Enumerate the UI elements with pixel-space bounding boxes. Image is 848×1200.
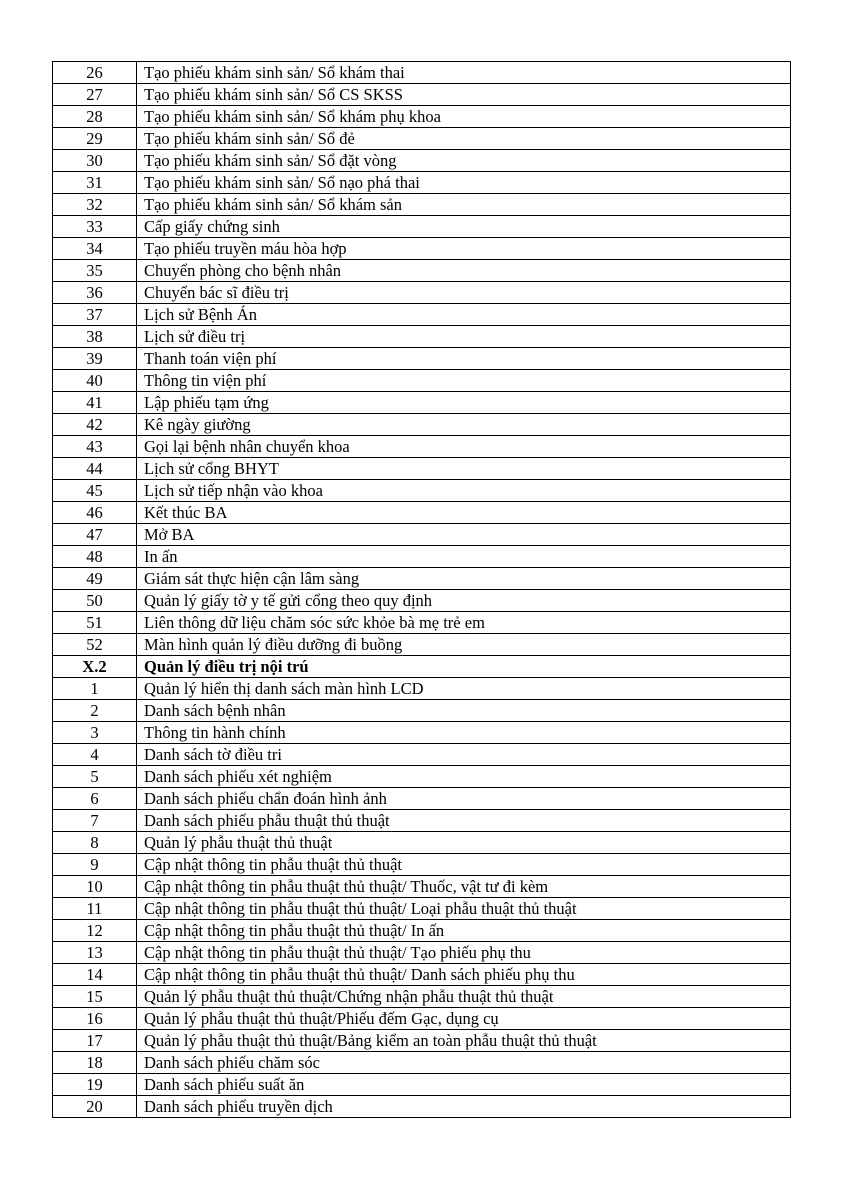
function-name: Mở BA <box>137 524 791 546</box>
row-number: 31 <box>53 172 137 194</box>
row-number: 51 <box>53 612 137 634</box>
function-name: Thông tin hành chính <box>137 722 791 744</box>
row-number: 34 <box>53 238 137 260</box>
function-name: Danh sách phiếu suất ăn <box>137 1074 791 1096</box>
function-name: Lập phiếu tạm ứng <box>137 392 791 414</box>
table-row <box>53 502 791 524</box>
table-row <box>53 304 791 326</box>
function-name: Danh sách phiếu phẫu thuật thủ thuật <box>137 810 791 832</box>
function-name: Kết thúc BA <box>137 502 791 524</box>
row-number: 17 <box>53 1030 137 1052</box>
table-row <box>53 62 791 84</box>
table-row <box>53 524 791 546</box>
function-name: Danh sách phiếu truyền dịch <box>137 1096 791 1118</box>
table-row <box>53 194 791 216</box>
function-name: Chuyển phòng cho bệnh nhân <box>137 260 791 282</box>
table-row <box>53 920 791 942</box>
function-name: Màn hình quản lý điều dưỡng đi buồng <box>137 634 791 656</box>
table-row <box>53 106 791 128</box>
row-number: 33 <box>53 216 137 238</box>
row-number: 1 <box>53 678 137 700</box>
row-number: 36 <box>53 282 137 304</box>
table-row <box>53 744 791 766</box>
row-number: 32 <box>53 194 137 216</box>
table-row <box>53 1074 791 1096</box>
function-name: Gọi lại bệnh nhân chuyển khoa <box>137 436 791 458</box>
row-number: 30 <box>53 150 137 172</box>
table-row <box>53 216 791 238</box>
function-name: Cập nhật thông tin phẫu thuật thủ thuật/ In ấn <box>137 920 791 942</box>
table-row <box>53 1052 791 1074</box>
table-row <box>53 634 791 656</box>
row-number: 52 <box>53 634 137 656</box>
table-row <box>53 128 791 150</box>
row-number: 19 <box>53 1074 137 1096</box>
function-name: Tạo phiếu khám sinh sản/ Sổ đẻ <box>137 128 791 150</box>
table-row <box>53 326 791 348</box>
table-row <box>53 1096 791 1118</box>
table-row <box>53 810 791 832</box>
table-row <box>53 172 791 194</box>
table-row <box>53 370 791 392</box>
row-number: 39 <box>53 348 137 370</box>
row-number: 28 <box>53 106 137 128</box>
table-row <box>53 458 791 480</box>
function-name: Cập nhật thông tin phẫu thuật thủ thuật <box>137 854 791 876</box>
table-row <box>53 414 791 436</box>
table-row <box>53 436 791 458</box>
function-name: Thông tin viện phí <box>137 370 791 392</box>
row-number: 3 <box>53 722 137 744</box>
function-name: Thanh toán viện phí <box>137 348 791 370</box>
table-row <box>53 84 791 106</box>
function-name: Tạo phiếu khám sinh sản/ Sổ khám phụ khoa <box>137 106 791 128</box>
row-number: 20 <box>53 1096 137 1118</box>
function-name: Chuyển bác sĩ điều trị <box>137 282 791 304</box>
function-list-table <box>52 61 791 1118</box>
row-number: 50 <box>53 590 137 612</box>
row-number: 49 <box>53 568 137 590</box>
table-body <box>53 62 791 1118</box>
section-header-row <box>53 656 791 678</box>
table-row <box>53 700 791 722</box>
function-name: Cập nhật thông tin phẫu thuật thủ thuật/ Loại phẫu thuật thủ thuật <box>137 898 791 920</box>
table-row <box>53 612 791 634</box>
row-number: 43 <box>53 436 137 458</box>
section-title: Quản lý điều trị nội trú <box>137 656 791 678</box>
row-number: 37 <box>53 304 137 326</box>
table-row <box>53 282 791 304</box>
function-name: Tạo phiếu khám sinh sản/ Sổ đặt vòng <box>137 150 791 172</box>
row-number: 12 <box>53 920 137 942</box>
table-row <box>53 590 791 612</box>
function-name: Tạo phiếu khám sinh sản/ Sổ khám sản <box>137 194 791 216</box>
row-number: 42 <box>53 414 137 436</box>
row-number: 45 <box>53 480 137 502</box>
function-name: Tạo phiếu truyền máu hòa hợp <box>137 238 791 260</box>
function-name: Danh sách phiếu xét nghiệm <box>137 766 791 788</box>
table-row <box>53 986 791 1008</box>
row-number: 13 <box>53 942 137 964</box>
function-name: Quản lý phẫu thuật thủ thuật/Bảng kiểm an toàn phẫu thuật thủ thuật <box>137 1030 791 1052</box>
function-name: Tạo phiếu khám sinh sản/ Sổ khám thai <box>137 62 791 84</box>
row-number: 14 <box>53 964 137 986</box>
function-name: Cập nhật thông tin phẫu thuật thủ thuật/ Danh sách phiếu phụ thu <box>137 964 791 986</box>
table-row <box>53 788 791 810</box>
table-row <box>53 392 791 414</box>
row-number: 47 <box>53 524 137 546</box>
row-number: 5 <box>53 766 137 788</box>
function-name: Lịch sử điều trị <box>137 326 791 348</box>
function-name: Lịch sử Bệnh Án <box>137 304 791 326</box>
row-number: 27 <box>53 84 137 106</box>
row-number: 41 <box>53 392 137 414</box>
function-name: Cập nhật thông tin phẫu thuật thủ thuật/ Tạo phiếu phụ thu <box>137 942 791 964</box>
row-number: 35 <box>53 260 137 282</box>
function-name: Kê ngày giường <box>137 414 791 436</box>
table-row <box>53 1008 791 1030</box>
function-name: Lịch sử tiếp nhận vào khoa <box>137 480 791 502</box>
function-name: In ấn <box>137 546 791 568</box>
table-row <box>53 546 791 568</box>
row-number: 16 <box>53 1008 137 1030</box>
function-name: Giám sát thực hiện cận lâm sàng <box>137 568 791 590</box>
table-row <box>53 678 791 700</box>
row-number: 44 <box>53 458 137 480</box>
table-row <box>53 348 791 370</box>
function-name: Quản lý hiển thị danh sách màn hình LCD <box>137 678 791 700</box>
row-number: 48 <box>53 546 137 568</box>
row-number: 8 <box>53 832 137 854</box>
function-name: Quản lý phẫu thuật thủ thuật <box>137 832 791 854</box>
table-row <box>53 568 791 590</box>
function-name: Quản lý phẫu thuật thủ thuật/Phiếu đếm Gạc, dụng cụ <box>137 1008 791 1030</box>
function-name: Danh sách phiếu chăm sóc <box>137 1052 791 1074</box>
table-row <box>53 964 791 986</box>
table-row <box>53 238 791 260</box>
table-row <box>53 1030 791 1052</box>
function-name: Lịch sử cổng BHYT <box>137 458 791 480</box>
row-number: 7 <box>53 810 137 832</box>
function-name: Quản lý giấy tờ y tế gửi cổng theo quy định <box>137 590 791 612</box>
row-number: 9 <box>53 854 137 876</box>
row-number: 4 <box>53 744 137 766</box>
function-name: Cấp giấy chứng sinh <box>137 216 791 238</box>
table-row <box>53 876 791 898</box>
row-number: 29 <box>53 128 137 150</box>
function-name: Tạo phiếu khám sinh sản/ Sổ nạo phá thai <box>137 172 791 194</box>
function-name: Tạo phiếu khám sinh sản/ Sổ CS SKSS <box>137 84 791 106</box>
function-name: Danh sách bệnh nhân <box>137 700 791 722</box>
table-row <box>53 260 791 282</box>
function-name: Danh sách tờ điều tri <box>137 744 791 766</box>
function-name: Cập nhật thông tin phẫu thuật thủ thuật/ Thuốc, vật tư đi kèm <box>137 876 791 898</box>
function-name: Quản lý phẫu thuật thủ thuật/Chứng nhận phẫu thuật thủ thuật <box>137 986 791 1008</box>
table-row <box>53 854 791 876</box>
row-number: 18 <box>53 1052 137 1074</box>
row-number: 15 <box>53 986 137 1008</box>
function-name: Liên thông dữ liệu chăm sóc sức khỏe bà mẹ trẻ em <box>137 612 791 634</box>
row-number: 11 <box>53 898 137 920</box>
row-number: 2 <box>53 700 137 722</box>
table-row <box>53 766 791 788</box>
row-number: 38 <box>53 326 137 348</box>
row-number: 26 <box>53 62 137 84</box>
table-row <box>53 898 791 920</box>
row-number: 10 <box>53 876 137 898</box>
table-row <box>53 942 791 964</box>
row-number: 6 <box>53 788 137 810</box>
table-row <box>53 722 791 744</box>
row-number: X.2 <box>53 656 137 678</box>
table-row <box>53 832 791 854</box>
table-row <box>53 150 791 172</box>
function-name: Danh sách phiếu chẩn đoán hình ảnh <box>137 788 791 810</box>
table-row <box>53 480 791 502</box>
row-number: 40 <box>53 370 137 392</box>
row-number: 46 <box>53 502 137 524</box>
